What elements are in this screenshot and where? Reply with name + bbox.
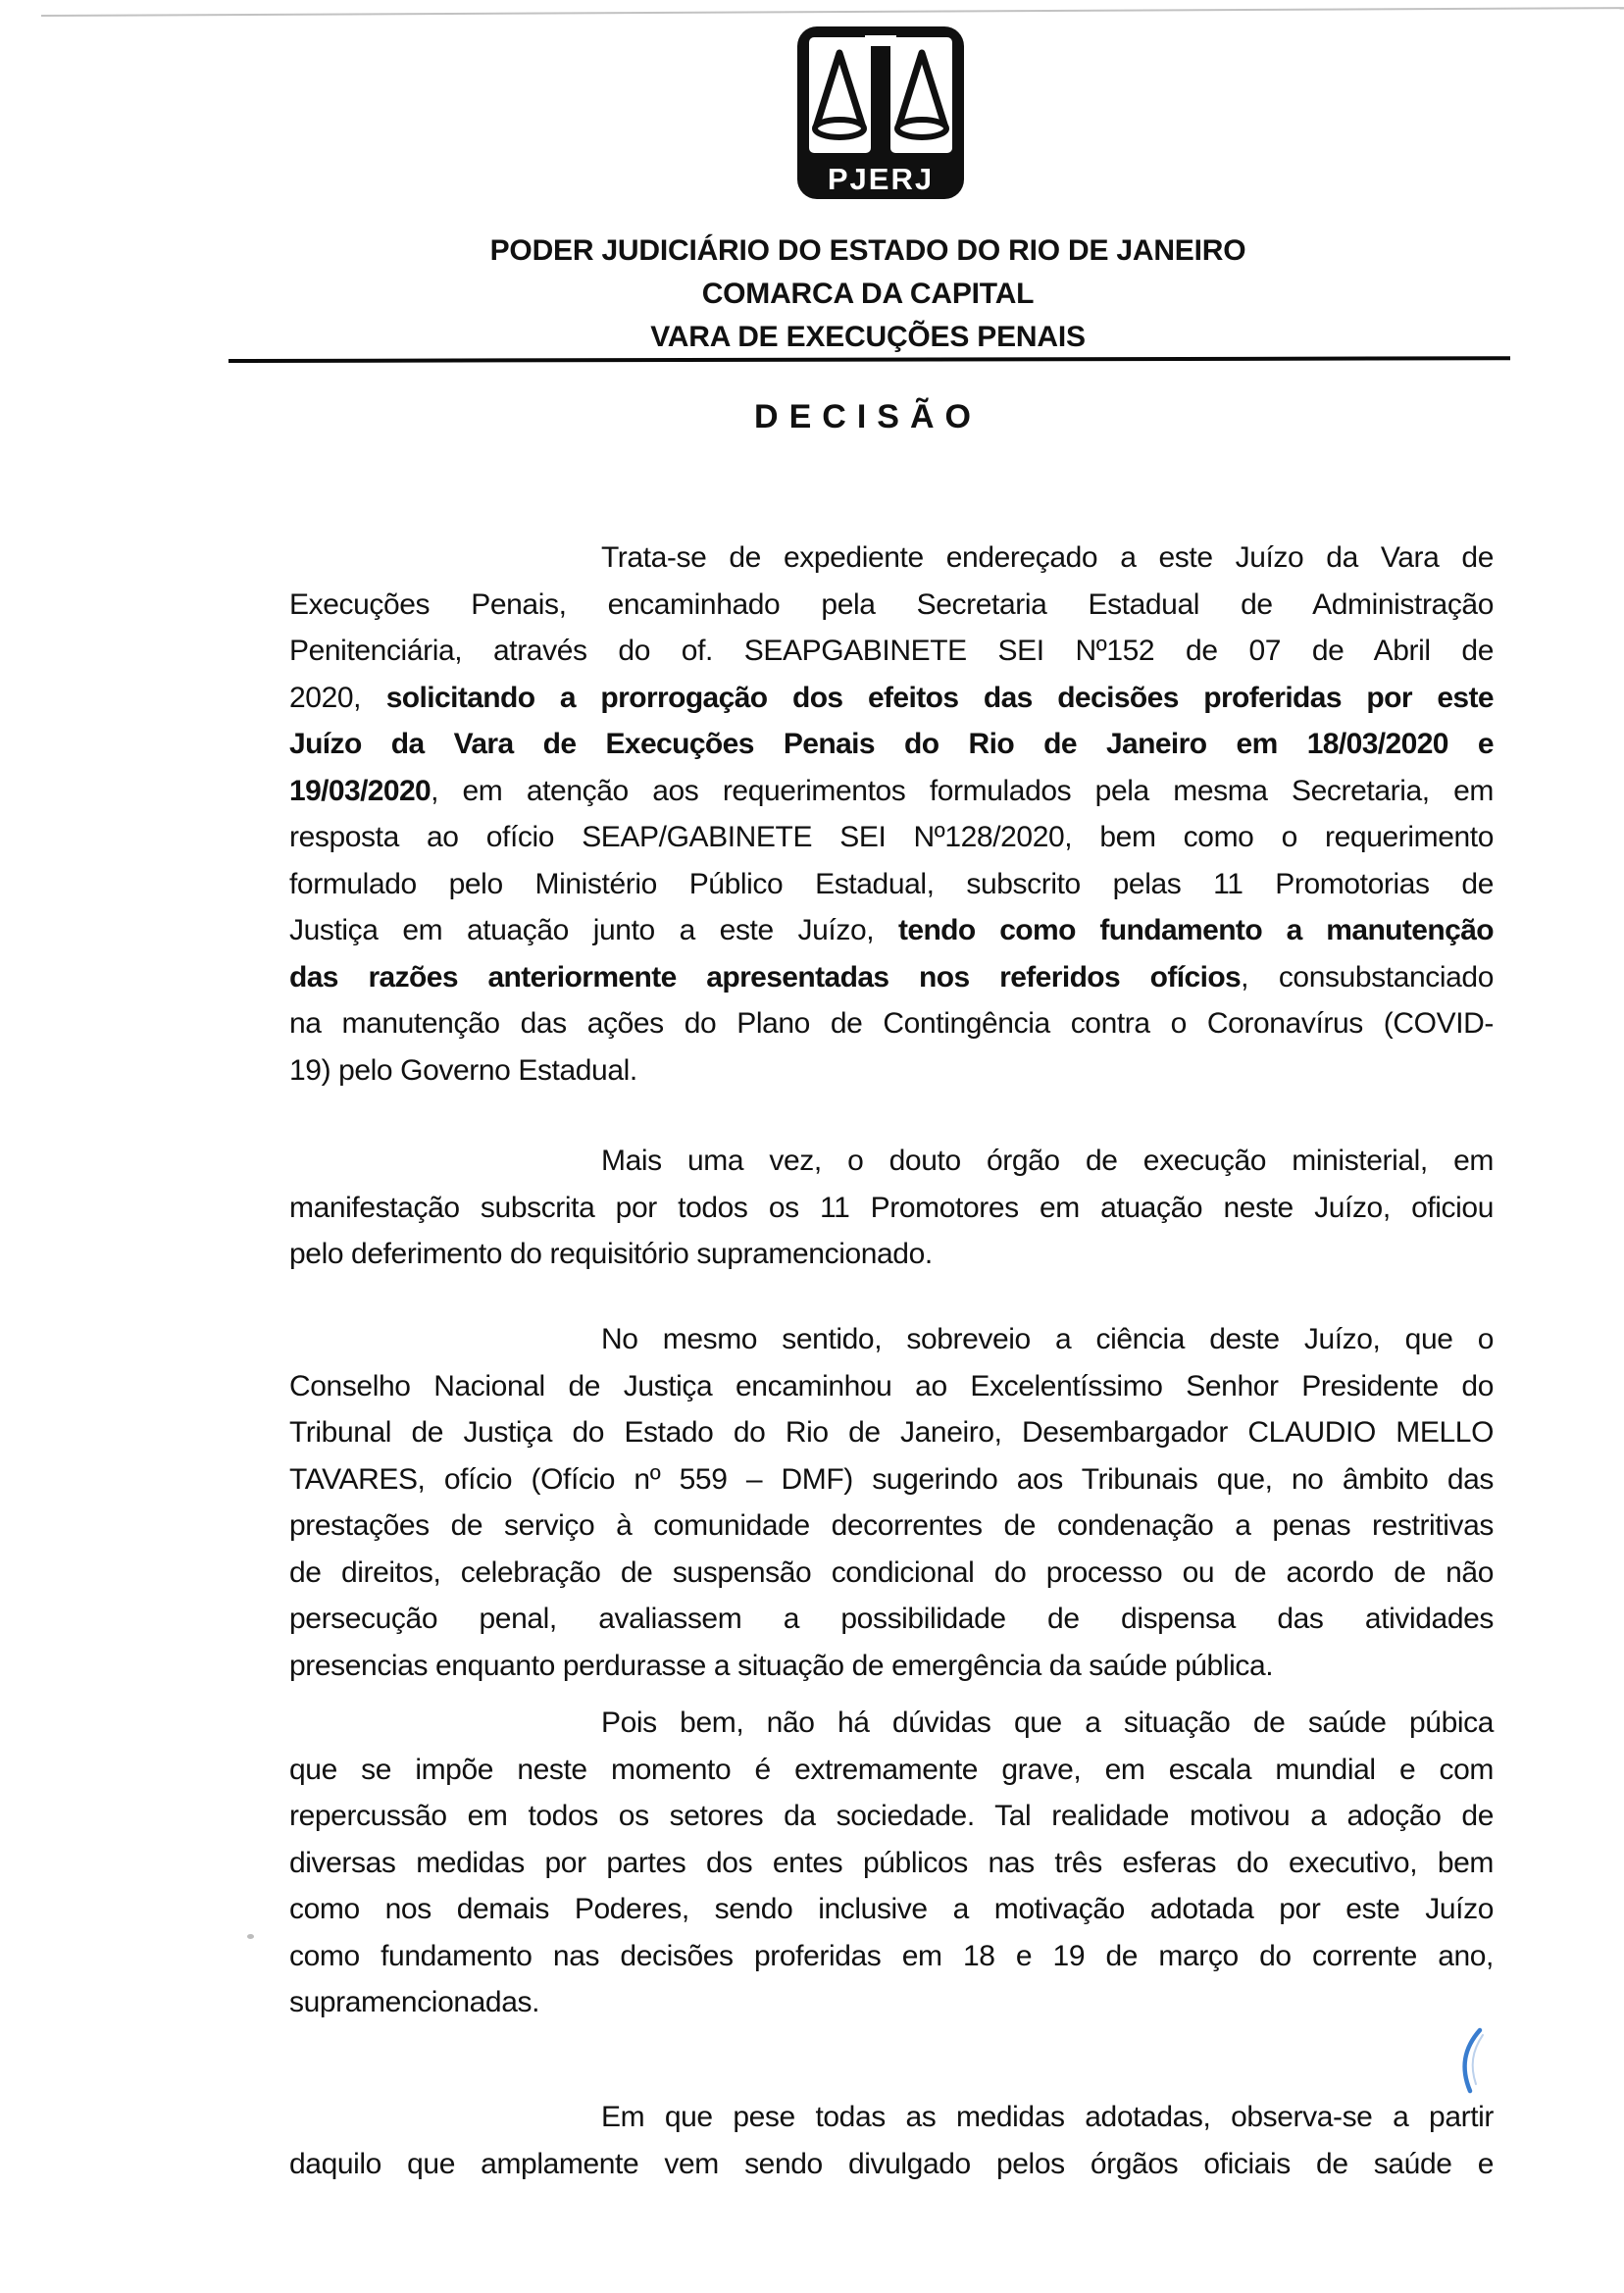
body-line xyxy=(289,861,1494,908)
text-segment-bold: tendo como fundamento a manutenção xyxy=(897,914,1495,946)
text-segment: como fundamento nas decisões proferidas em 18 e 19 de março do corrente ano, xyxy=(289,1939,1494,1972)
text-segment: supramencionadas. xyxy=(289,1986,540,2018)
text-segment: Conselho Nacional de Justiça encaminhou ao Excelentíssimo Senhor Presidente do xyxy=(289,1369,1494,1402)
text-segment: presencias enquanto perdurasse a situação de emergência da saúde pública. xyxy=(289,1649,1274,1682)
body-line xyxy=(289,1231,1494,1278)
text-segment-bold: 19/03/2020 xyxy=(289,774,431,807)
text-segment: Execuções Penais, encaminhado pela Secretaria Estadual de Administração xyxy=(289,587,1494,621)
body-line xyxy=(289,1979,1494,2026)
scales-of-justice-icon xyxy=(794,24,967,202)
body-line xyxy=(289,1047,1494,1095)
pen-mark-icon xyxy=(1449,2026,1489,2097)
text-segment: No mesmo sentido, sobreveio a ciência deste Juízo, que o xyxy=(601,1323,1494,1355)
text-segment-bold: solicitando a prorrogação dos efeitos das decisões proferidas por este xyxy=(385,681,1494,714)
body-line xyxy=(289,1456,1494,1503)
body-line xyxy=(289,2094,1494,2141)
body-line xyxy=(289,1363,1494,1410)
text-segment: como nos demais Poderes, sendo inclusive a motivação adotada por este Juízo xyxy=(289,1893,1494,1925)
body-line xyxy=(289,954,1494,1001)
text-segment: pelo deferimento do requisitório supramencionado. xyxy=(289,1238,933,1270)
text-segment: Justiça em atuação junto a este Juízo, xyxy=(289,914,898,946)
text-segment: Pois bem, não há dúvidas que a situação de saúde púbica xyxy=(601,1707,1494,1739)
paragraph xyxy=(289,2094,1494,2187)
letterhead-line-1: PODER JUDICIÁRIO DO ESTADO DO RIO DE JANEIRO xyxy=(489,234,1246,267)
text-segment: que se impõe neste momento é extremamente grave, em escala mundial e com xyxy=(289,1753,1494,1786)
text-segment: manifestação subscrita por todos os 11 Promotores em atuação neste Juízo, oficiou xyxy=(289,1191,1494,1224)
text-segment: 2020, xyxy=(289,681,386,714)
scan-artifact-speck xyxy=(247,1934,254,1939)
body-line xyxy=(289,768,1494,815)
text-segment: persecução penal, avaliassem a possibilidade de dispensa das atividades xyxy=(289,1603,1494,1635)
body-line xyxy=(289,1316,1494,1363)
body-line xyxy=(289,675,1494,722)
text-segment: Tribunal de Justiça do Estado do Rio de Janeiro, Desembargador CLAUDIO MELLO xyxy=(289,1416,1494,1449)
paragraph xyxy=(289,535,1494,1094)
text-segment: Mais uma vez, o douto órgão de execução ministerial, em xyxy=(601,1145,1494,1177)
letterhead-line-3: VARA DE EXECUÇÕES PENAIS xyxy=(650,321,1086,353)
pjerj-logo xyxy=(794,24,967,202)
body-line xyxy=(289,628,1494,675)
body-line xyxy=(289,1000,1494,1047)
text-segment: diversas medidas por partes dos entes públicos nas três esferas do executivo, bem xyxy=(289,1846,1494,1879)
body-line xyxy=(289,2141,1494,2188)
text-segment: na manutenção das ações do Plano de Contingência contra o Coronavírus (COVID- xyxy=(289,1007,1494,1040)
body-line xyxy=(289,1596,1494,1643)
logo-acronym: PJERJ xyxy=(827,162,935,196)
body-line xyxy=(289,1747,1494,1794)
text-segment: TAVARES, ofício (Ofício nº 559 – DMF) sugerindo aos Tribunais que, no âmbito das xyxy=(289,1462,1494,1496)
letterhead xyxy=(226,229,1510,359)
body-line xyxy=(289,535,1494,582)
text-segment: Em que pese todas as medidas adotadas, observa-se a partir xyxy=(601,2101,1494,2133)
body-line xyxy=(289,1138,1494,1185)
body-line xyxy=(289,907,1494,954)
paragraph xyxy=(289,1138,1494,1278)
text-segment-bold: Juízo da Vara de Execuções Penais do Rio de Janeiro em 18/03/2020 e xyxy=(289,728,1494,760)
body-line xyxy=(289,582,1494,629)
body-line xyxy=(289,1643,1494,1690)
body-line xyxy=(289,1933,1494,1980)
body-line xyxy=(289,1550,1494,1597)
text-segment: daquilo que amplamente vem sendo divulgado pelos órgãos oficiais de saúde e xyxy=(289,2147,1494,2180)
text-segment: formulado pelo Ministério Público Estadual, subscrito pelas 11 Promotorias de xyxy=(289,867,1494,900)
text-segment: Trata-se de expediente endereçado a este Juízo da Vara de xyxy=(601,541,1494,574)
document-title: DECISÃO xyxy=(754,398,982,435)
text-segment: 19) pelo Governo Estadual. xyxy=(289,1053,637,1087)
text-segment: de direitos, celebração de suspensão condicional do processo ou de acordo de não xyxy=(289,1555,1494,1589)
paragraph xyxy=(289,1316,1494,1689)
body-line xyxy=(289,1793,1494,1840)
body-line xyxy=(289,1185,1494,1232)
text-segment: , consubstanciado xyxy=(1241,960,1494,994)
letterhead-line-2: COMARCA DA CAPITAL xyxy=(701,278,1035,310)
paragraph xyxy=(289,1700,1494,2026)
text-segment-bold: das razões anteriormente apresentadas nos referidos ofícios xyxy=(289,960,1242,994)
text-segment: repercussão em todos os setores da sociedade. Tal realidade motivou a adoção de xyxy=(289,1800,1494,1832)
body-line xyxy=(289,814,1494,861)
body-line xyxy=(289,721,1494,768)
scan-artifact-line xyxy=(41,7,1624,17)
body-line xyxy=(289,1700,1494,1747)
body-line xyxy=(289,1886,1494,1933)
text-segment: prestações de serviço à comunidade decorrentes de condenação a penas restritivas xyxy=(289,1509,1494,1542)
text-segment: resposta ao ofício SEAP/GABINETE SEI Nº128/2020, bem como o requerimento xyxy=(289,821,1494,853)
body-line xyxy=(289,1840,1494,1887)
body-line xyxy=(289,1503,1494,1550)
text-segment: Penitenciária, através do of. SEAPGABINETE SEI Nº152 de 07 de Abril de xyxy=(289,635,1494,667)
body-line xyxy=(289,1409,1494,1456)
text-segment: , em atenção aos requerimentos formulados pela mesma Secretaria, em xyxy=(431,774,1494,807)
